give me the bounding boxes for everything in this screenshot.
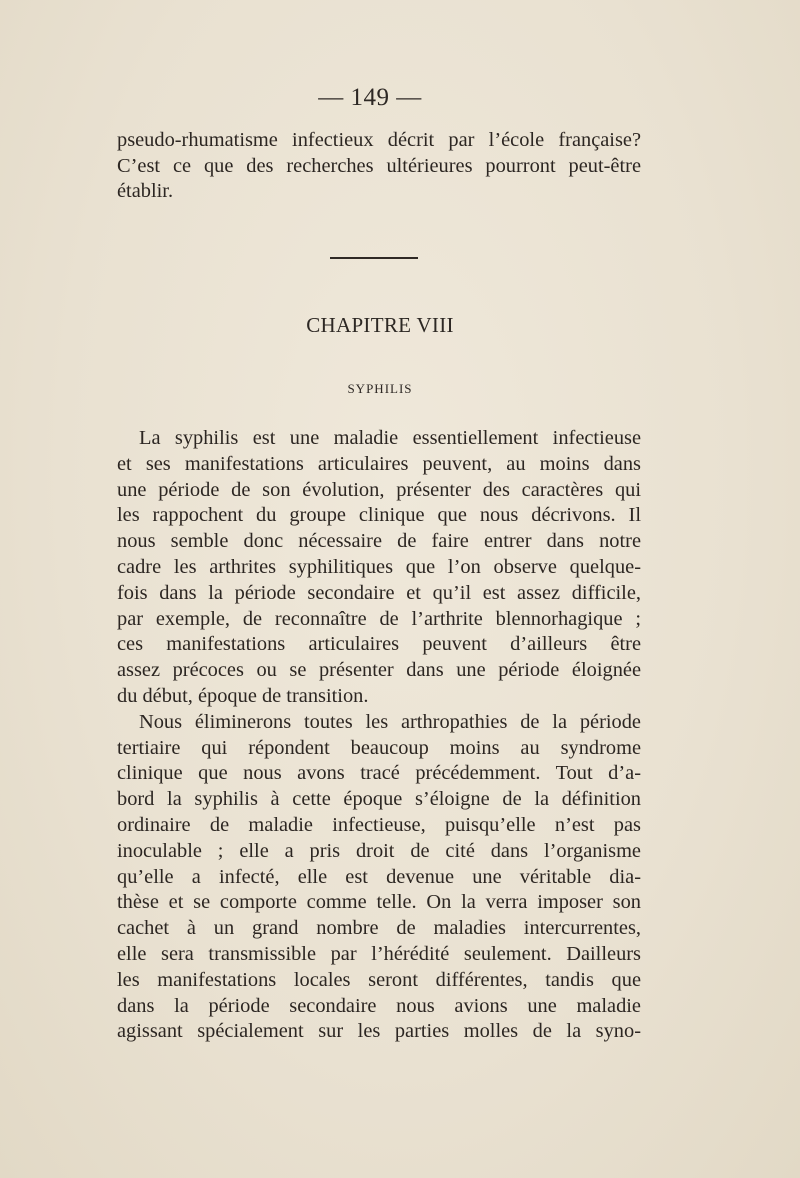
- text-line: du début, époque de transition.: [117, 684, 369, 707]
- text-line: ordinaire de maladie infectieuse, puisqu’elle n’est pas: [117, 813, 641, 836]
- text-line: C’est ce que des recherches ultérieures pourront peut-être: [117, 154, 641, 177]
- text-line: La syphilis est une maladie essentiellement infectieuse: [139, 427, 641, 449]
- text-line: thèse et se comporte comme telle. On la verra imposer son: [117, 891, 641, 914]
- chapter-title: CHAPITRE VIII: [306, 313, 454, 337]
- text-line: clinique que nous avons tracé précédemment. Tout d’a-: [117, 762, 641, 785]
- text-line: elle sera transmissible par l’hérédité seulement. Dailleurs: [117, 942, 641, 965]
- text-line: dans la période secondaire nous avions une maladie: [117, 994, 641, 1017]
- text-line: les manifestations locales seront différentes, tandis que: [117, 968, 641, 991]
- text-line: bord la syphilis à cette époque s’éloigne de la définition: [117, 788, 641, 811]
- text-line: cachet à un grand nombre de maladies intercurrentes,: [117, 917, 641, 940]
- page-number: — 149 —: [318, 84, 422, 111]
- section-title: SYPHILIS: [347, 381, 413, 396]
- text-line: qu’elle a infecté, elle est devenue une véritable dia-: [117, 865, 641, 888]
- section-divider: [330, 257, 418, 259]
- text-line: et ses manifestations articulaires peuvent, au moins dans: [117, 452, 641, 475]
- text-line: une période de son évolution, présenter des caractères qui: [117, 478, 641, 501]
- text-line: nous semble donc nécessaire de faire entrer dans notre: [117, 530, 641, 553]
- text-line: cadre les arthrites syphilitiques que l’on observe quelque-: [117, 555, 641, 578]
- text-line: tertiaire qui répondent beaucoup moins au syndrome: [117, 736, 641, 759]
- text-line: inoculable ; elle a pris droit de cité dans l’organisme: [117, 839, 641, 862]
- text-line: établir.: [117, 180, 174, 203]
- text-line: Nous éliminerons toutes les arthropathies de la période: [139, 710, 641, 733]
- continuation-paragraph: [117, 128, 641, 205]
- text-line: assez précoces ou se présenter dans une période éloignée: [117, 659, 641, 682]
- text-line: fois dans la période secondaire et qu’il est assez difficile,: [117, 581, 641, 604]
- text-line: pseudo-rhumatisme infectieux décrit par l’école française?: [117, 129, 641, 151]
- text-line: agissant spécialement sur les parties molles de la syno-: [117, 1020, 641, 1043]
- text-line: ces manifestations articulaires peuvent d’ailleurs être: [117, 633, 641, 656]
- text-line: les rappochent du groupe clinique que nous décrivons. Il: [117, 504, 641, 527]
- body-text: [117, 426, 641, 1045]
- text-line: par exemple, de reconnaître de l’arthrite blennorhagique ;: [117, 607, 641, 630]
